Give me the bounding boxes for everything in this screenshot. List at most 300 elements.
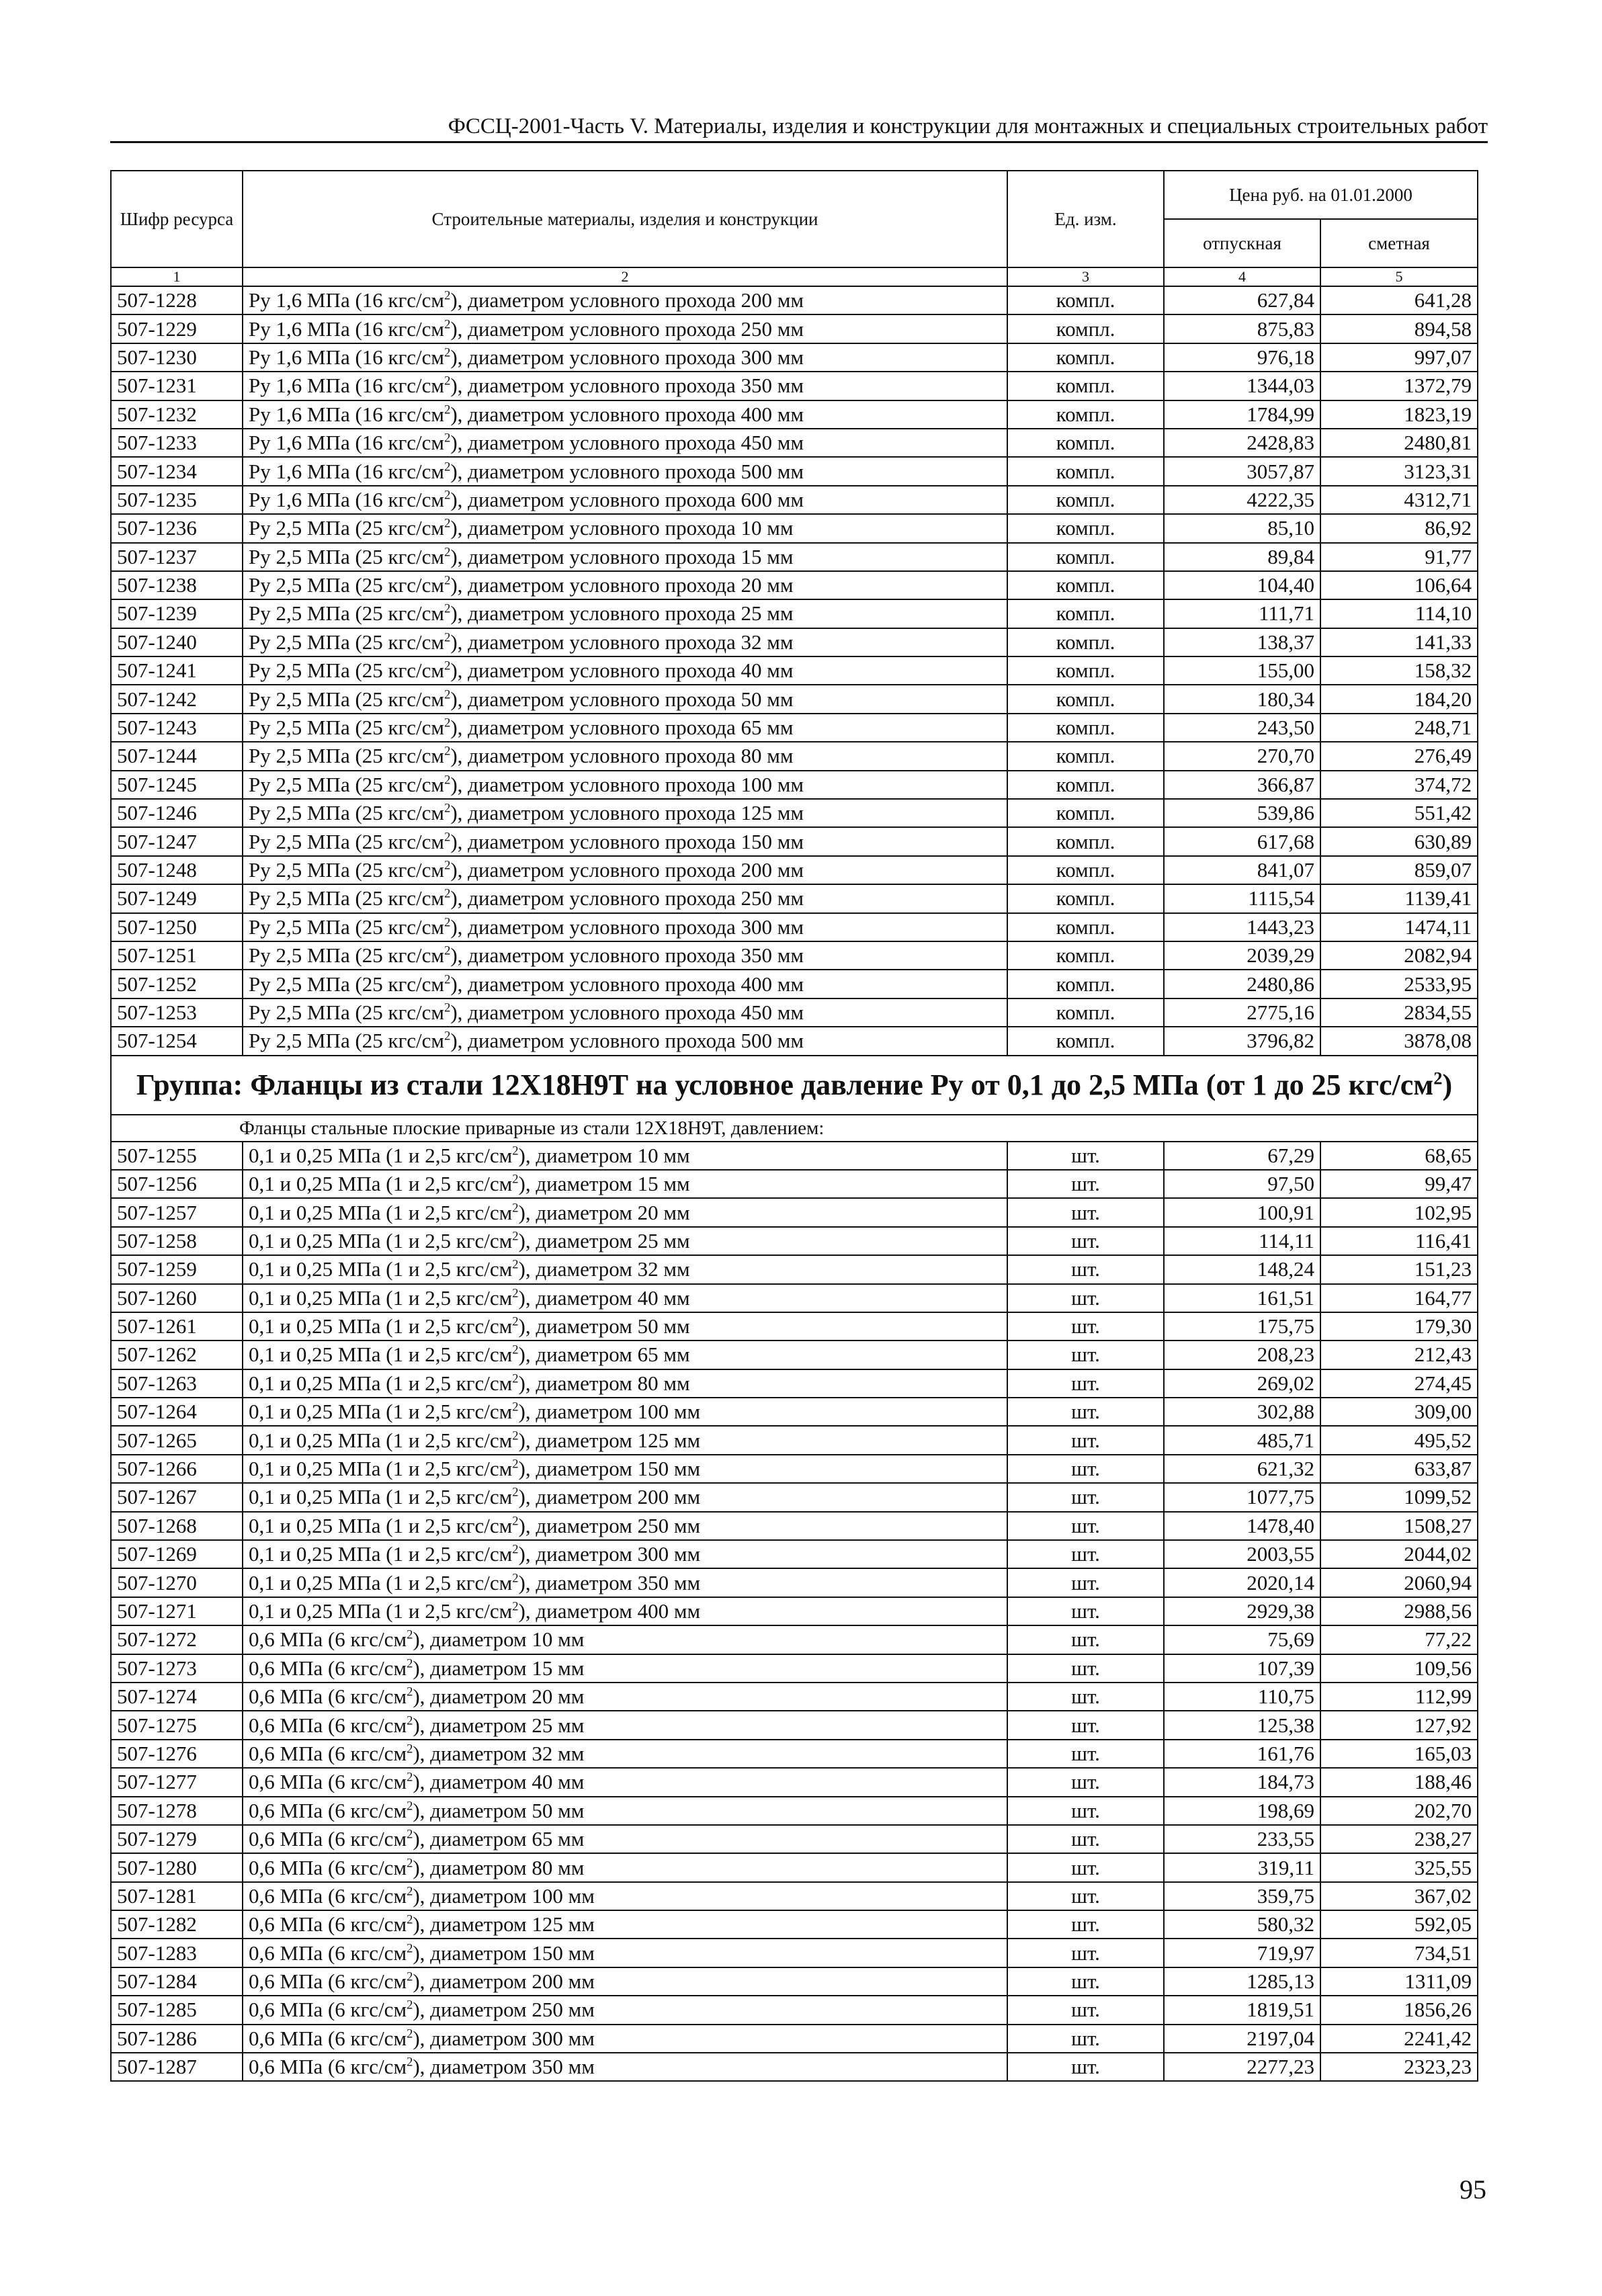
item-description (243, 1540, 1007, 1568)
estimate-price: 630,89 (1320, 827, 1478, 855)
description-tail: ), диаметром 50 мм (518, 1314, 690, 1338)
estimate-price: 2323,23 (1320, 2053, 1478, 2081)
description-tail: ), диаметром 80 мм (413, 1855, 585, 1879)
table-row (111, 571, 1478, 599)
description-tail: ), диаметром 250 мм (413, 1998, 595, 2022)
unit-of-measure: компл. (1007, 1027, 1164, 1055)
release-price: 107,39 (1164, 1654, 1320, 1683)
release-price: 580,32 (1164, 1910, 1320, 1939)
item-description (243, 314, 1007, 343)
description-text: Ру 2,5 МПа (25 кгс/см (249, 886, 445, 910)
item-description (243, 1284, 1007, 1312)
release-price: 2929,38 (1164, 1597, 1320, 1625)
description-text: Ру 2,5 МПа (25 кгс/см (249, 716, 445, 740)
resource-code: 507-1264 (111, 1398, 243, 1426)
resource-code: 507-1275 (111, 1711, 243, 1739)
resource-code: 507-1236 (111, 514, 243, 542)
superscript: 2 (444, 716, 451, 730)
unit-of-measure: шт. (1007, 1654, 1164, 1683)
estimate-price: 859,07 (1320, 856, 1478, 884)
superscript: 2 (512, 1457, 519, 1472)
unit-of-measure: шт. (1007, 1142, 1164, 1170)
resource-code: 507-1258 (111, 1227, 243, 1255)
description-text: 0,6 МПа (6 кгс/см (249, 1627, 407, 1652)
description-tail: ), диаметром условного прохода 100 мм (450, 772, 804, 796)
item-description (243, 1142, 1007, 1170)
description-text: 0,1 и 0,25 МПа (1 и 2,5 кгс/см (249, 1257, 513, 1281)
superscript: 2 (512, 1599, 519, 1614)
estimate-price: 1474,11 (1320, 913, 1478, 941)
column-number: 1 (111, 267, 243, 286)
description-tail: ), диаметром 200 мм (518, 1485, 701, 1509)
description-text: Ру 1,6 МПа (16 кгс/см (249, 316, 445, 341)
column-number: 2 (243, 267, 1007, 286)
description-tail: ), диаметром условного прохода 80 мм (450, 744, 794, 768)
table-row (111, 714, 1478, 742)
unit-of-measure: компл. (1007, 457, 1164, 485)
superscript: 2 (512, 1343, 519, 1358)
resource-code: 507-1283 (111, 1939, 243, 1967)
release-price: 269,02 (1164, 1369, 1320, 1398)
item-description (243, 1768, 1007, 1796)
item-description (243, 286, 1007, 314)
unit-of-measure: шт. (1007, 1568, 1164, 1597)
group-heading (111, 1056, 1478, 1115)
description-tail: ), диаметром условного прохода 450 мм (450, 431, 804, 455)
description-tail: ), диаметром 80 мм (518, 1371, 690, 1395)
resource-code: 507-1281 (111, 1882, 243, 1910)
superscript: 2 (407, 1742, 413, 1756)
description-tail: ), диаметром условного прохода 350 мм (450, 943, 804, 968)
table-row (111, 372, 1478, 400)
description-tail: ), диаметром условного прохода 15 мм (450, 544, 794, 568)
release-price: 359,75 (1164, 1882, 1320, 1910)
item-description (243, 1312, 1007, 1341)
estimate-price: 2082,94 (1320, 941, 1478, 970)
superscript: 2 (512, 1144, 519, 1158)
superscript: 2 (444, 288, 451, 303)
description-text: 0,1 и 0,25 МПа (1 и 2,5 кгс/см (249, 1172, 513, 1196)
table-row (111, 941, 1478, 970)
estimate-price: 309,00 (1320, 1398, 1478, 1426)
description-text: 0,6 МПа (6 кгс/см (249, 2055, 407, 2079)
release-price: 539,86 (1164, 799, 1320, 827)
description-text: Ру 2,5 МПа (25 кгс/см (249, 915, 445, 939)
item-description (243, 827, 1007, 855)
resource-code: 507-1263 (111, 1369, 243, 1398)
release-price: 1478,40 (1164, 1512, 1320, 1540)
column-header-estimate-price: сметная (1320, 219, 1478, 267)
description-text: Ру 1,6 МПа (16 кгс/см (249, 431, 445, 455)
unit-of-measure: компл. (1007, 998, 1164, 1027)
description-tail: ), диаметром условного прохода 32 мм (450, 630, 794, 654)
resource-code: 507-1243 (111, 714, 243, 742)
item-description (243, 1996, 1007, 2024)
estimate-price: 274,45 (1320, 1369, 1478, 1398)
superscript: 2 (407, 1969, 413, 1984)
unit-of-measure: шт. (1007, 1996, 1164, 2024)
estimate-price: 1856,26 (1320, 1996, 1478, 2024)
unit-of-measure: компл. (1007, 571, 1164, 599)
description-text: 0,1 и 0,25 МПа (1 и 2,5 кгс/см (249, 1343, 513, 1367)
table-row (111, 1227, 1478, 1255)
superscript: 2 (444, 687, 451, 702)
table-row (111, 1312, 1478, 1341)
superscript: 2 (444, 630, 451, 645)
release-price: 2775,16 (1164, 998, 1320, 1027)
table-row (111, 884, 1478, 912)
description-tail: ), диаметром 250 мм (518, 1513, 701, 1537)
superscript: 2 (512, 1514, 519, 1529)
resource-code: 507-1279 (111, 1825, 243, 1853)
table-row (111, 1398, 1478, 1426)
resource-code: 507-1248 (111, 856, 243, 884)
item-description (243, 856, 1007, 884)
item-description (243, 1341, 1007, 1369)
description-text: 0,1 и 0,25 МПа (1 и 2,5 кгс/см (249, 1285, 513, 1310)
resource-code: 507-1241 (111, 656, 243, 685)
estimate-price: 641,28 (1320, 286, 1478, 314)
resource-code: 507-1284 (111, 1967, 243, 1996)
description-tail: ), диаметром 10 мм (413, 1627, 585, 1652)
description-tail: ), диаметром 15 мм (518, 1172, 690, 1196)
item-description (243, 372, 1007, 400)
estimate-price: 127,92 (1320, 1711, 1478, 1739)
resource-code: 507-1247 (111, 827, 243, 855)
group-heading-tail: ) (1442, 1068, 1453, 1101)
table-row (111, 429, 1478, 457)
table-row (111, 599, 1478, 628)
superscript: 2 (444, 602, 451, 617)
estimate-price: 2060,94 (1320, 1568, 1478, 1597)
item-description (243, 457, 1007, 485)
release-price: 138,37 (1164, 628, 1320, 656)
estimate-price: 894,58 (1320, 314, 1478, 343)
estimate-price: 4312,71 (1320, 486, 1478, 514)
unit-of-measure: шт. (1007, 1768, 1164, 1796)
unit-of-measure: шт. (1007, 1882, 1164, 1910)
table-row (111, 1768, 1478, 1796)
table-row (111, 314, 1478, 343)
resource-code: 507-1235 (111, 486, 243, 514)
estimate-price: 374,72 (1320, 771, 1478, 799)
unit-of-measure: компл. (1007, 856, 1164, 884)
release-price: 89,84 (1164, 543, 1320, 571)
item-description (243, 543, 1007, 571)
superscript: 2 (444, 887, 451, 902)
column-header-release-price: отпускная (1164, 219, 1320, 267)
unit-of-measure: шт. (1007, 1227, 1164, 1255)
table-row (111, 1711, 1478, 1739)
item-description (243, 400, 1007, 429)
description-text: 0,6 МПа (6 кгс/см (249, 1685, 407, 1709)
description-tail: ), диаметром 25 мм (518, 1228, 690, 1252)
item-description (243, 998, 1007, 1027)
item-description (243, 429, 1007, 457)
estimate-price: 112,99 (1320, 1683, 1478, 1711)
description-text: Ру 2,5 МПа (25 кгс/см (249, 744, 445, 768)
estimate-price: 158,32 (1320, 656, 1478, 685)
release-price: 1819,51 (1164, 1996, 1320, 2024)
description-tail: ), диаметром условного прохода 300 мм (450, 345, 804, 369)
release-price: 155,00 (1164, 656, 1320, 685)
estimate-price: 165,03 (1320, 1740, 1478, 1768)
resource-code: 507-1260 (111, 1284, 243, 1312)
description-tail: ), диаметром условного прохода 200 мм (450, 858, 804, 882)
table-row (111, 2025, 1478, 2053)
description-text: 0,6 МПа (6 кгс/см (249, 1855, 407, 1879)
item-description (243, 1882, 1007, 1910)
description-text: 0,1 и 0,25 МПа (1 и 2,5 кгс/см (249, 1200, 513, 1224)
description-tail: ), диаметром 15 мм (413, 1656, 585, 1680)
superscript: 2 (512, 1571, 519, 1586)
description-tail: ), диаметром 40 мм (518, 1285, 690, 1310)
description-tail: ), диаметром условного прохода 500 мм (450, 1029, 804, 1053)
estimate-price: 1099,52 (1320, 1483, 1478, 1511)
release-price: 161,76 (1164, 1740, 1320, 1768)
table-row (111, 1853, 1478, 1881)
estimate-price: 2834,55 (1320, 998, 1478, 1027)
estimate-price: 114,10 (1320, 599, 1478, 628)
description-text: 0,6 МПа (6 кгс/см (249, 1883, 407, 1908)
estimate-price: 633,87 (1320, 1455, 1478, 1483)
estimate-price: 179,30 (1320, 1312, 1478, 1341)
description-text: 0,6 МПа (6 кгс/см (249, 1969, 407, 1994)
description-tail: ), диаметром условного прохода 40 мм (450, 658, 794, 683)
unit-of-measure: компл. (1007, 714, 1164, 742)
estimate-price: 3878,08 (1320, 1027, 1478, 1055)
superscript: 2 (444, 516, 451, 531)
resource-code: 507-1267 (111, 1483, 243, 1511)
superscript: 2 (444, 345, 451, 360)
unit-of-measure: компл. (1007, 314, 1164, 343)
estimate-price: 102,95 (1320, 1198, 1478, 1226)
release-price: 617,68 (1164, 827, 1320, 855)
release-price: 184,73 (1164, 1768, 1320, 1796)
superscript: 2 (512, 1314, 519, 1329)
resource-code: 507-1255 (111, 1142, 243, 1170)
description-tail: ), диаметром условного прохода 10 мм (450, 516, 794, 540)
item-description (243, 1198, 1007, 1226)
estimate-price: 77,22 (1320, 1625, 1478, 1654)
item-description (243, 1369, 1007, 1398)
description-tail: ), диаметром 20 мм (518, 1200, 690, 1224)
unit-of-measure: шт. (1007, 1198, 1164, 1226)
table-row (111, 1341, 1478, 1369)
resource-code: 507-1249 (111, 884, 243, 912)
table-row (111, 1483, 1478, 1511)
release-price: 1344,03 (1164, 372, 1320, 400)
estimate-price: 997,07 (1320, 343, 1478, 372)
estimate-price: 2044,02 (1320, 1540, 1478, 1568)
column-number: 5 (1320, 267, 1478, 286)
description-tail: ), диаметром 100 мм (413, 1883, 595, 1908)
unit-of-measure: шт. (1007, 1284, 1164, 1312)
release-price: 175,75 (1164, 1312, 1320, 1341)
item-description (243, 771, 1007, 799)
estimate-price: 212,43 (1320, 1341, 1478, 1369)
release-price: 2039,29 (1164, 941, 1320, 970)
unit-of-measure: компл. (1007, 429, 1164, 457)
superscript: 2 (407, 1827, 413, 1842)
resource-code: 507-1234 (111, 457, 243, 485)
resource-code: 507-1257 (111, 1198, 243, 1226)
resource-code: 507-1274 (111, 1683, 243, 1711)
description-text: 0,6 МПа (6 кгс/см (249, 1798, 407, 1822)
resource-code: 507-1230 (111, 343, 243, 372)
item-description (243, 1227, 1007, 1255)
unit-of-measure: шт. (1007, 1540, 1164, 1568)
description-text: Ру 2,5 МПа (25 кгс/см (249, 601, 445, 626)
release-price: 627,84 (1164, 286, 1320, 314)
superscript: 2 (444, 317, 451, 332)
description-tail: ), диаметром 150 мм (518, 1457, 701, 1481)
table-row (111, 486, 1478, 514)
table-row (111, 2053, 1478, 2081)
column-header-price: Цена руб. на 01.01.2000 (1164, 171, 1478, 219)
superscript: 2 (444, 374, 451, 389)
estimate-price: 1823,19 (1320, 400, 1478, 429)
description-tail: ), диаметром 400 мм (518, 1599, 701, 1623)
description-tail: ), диаметром 200 мм (413, 1969, 595, 1994)
superscript: 2 (407, 1884, 413, 1899)
item-description (243, 1483, 1007, 1511)
unit-of-measure: шт. (1007, 2025, 1164, 2053)
superscript: 2 (407, 1998, 413, 2013)
table-row (111, 1568, 1478, 1597)
release-price: 85,10 (1164, 514, 1320, 542)
unit-of-measure: шт. (1007, 1369, 1164, 1398)
description-tail: ), диаметром условного прохода 400 мм (450, 402, 804, 426)
description-tail: ), диаметром 350 мм (518, 1570, 701, 1595)
release-price: 2428,83 (1164, 429, 1320, 457)
description-tail: ), диаметром 32 мм (413, 1741, 585, 1765)
release-price: 208,23 (1164, 1341, 1320, 1369)
table-row (111, 799, 1478, 827)
table-row (111, 913, 1478, 941)
resource-code: 507-1231 (111, 372, 243, 400)
table-row (111, 1142, 1478, 1170)
release-price: 2277,23 (1164, 2053, 1320, 2081)
estimate-price: 2480,81 (1320, 429, 1478, 457)
description-text: Ру 2,5 МПа (25 кгс/см (249, 573, 445, 597)
description-text: Ру 2,5 МПа (25 кгс/см (249, 544, 445, 568)
release-price: 110,75 (1164, 1683, 1320, 1711)
estimate-price: 2241,42 (1320, 2025, 1478, 2053)
release-price: 841,07 (1164, 856, 1320, 884)
price-table (110, 170, 1478, 2082)
table-row (111, 1797, 1478, 1825)
item-description (243, 486, 1007, 514)
table-row (111, 543, 1478, 571)
table-row (111, 1939, 1478, 1967)
description-text: 0,6 МПа (6 кгс/см (249, 1912, 407, 1937)
release-price: 485,71 (1164, 1426, 1320, 1454)
unit-of-measure: компл. (1007, 628, 1164, 656)
description-text: Ру 1,6 МПа (16 кгс/см (249, 345, 445, 369)
superscript: 2 (444, 658, 451, 673)
release-price: 1443,23 (1164, 913, 1320, 941)
description-text: Ру 2,5 МПа (25 кгс/см (249, 972, 445, 996)
estimate-price: 1139,41 (1320, 884, 1478, 912)
resource-code: 507-1244 (111, 742, 243, 770)
superscript: 2 (512, 1429, 519, 1443)
table-row (111, 1910, 1478, 1939)
description-text: Ру 2,5 МПа (25 кгс/см (249, 829, 445, 853)
item-description (243, 628, 1007, 656)
estimate-price: 86,92 (1320, 514, 1478, 542)
column-header-unit: Ед. изм. (1007, 171, 1164, 267)
superscript: 2 (444, 1029, 451, 1044)
unit-of-measure: компл. (1007, 970, 1164, 998)
description-tail: ), диаметром 40 мм (413, 1770, 585, 1794)
table-row (111, 1625, 1478, 1654)
description-text: 0,6 МПа (6 кгс/см (249, 1770, 407, 1794)
superscript: 2 (407, 2027, 413, 2041)
column-number: 3 (1007, 267, 1164, 286)
unit-of-measure: шт. (1007, 1312, 1164, 1341)
resource-code: 507-1256 (111, 1170, 243, 1198)
resource-code: 507-1286 (111, 2025, 243, 2053)
column-header-code: Шифр ресурса (111, 171, 243, 267)
release-price: 719,97 (1164, 1939, 1320, 1967)
resource-code: 507-1228 (111, 286, 243, 314)
description-text: 0,1 и 0,25 МПа (1 и 2,5 кгс/см (249, 1485, 513, 1509)
unit-of-measure: компл. (1007, 343, 1164, 372)
description-tail: ), диаметром 10 мм (518, 1143, 690, 1167)
description-text: 0,1 и 0,25 МПа (1 и 2,5 кгс/см (249, 1400, 513, 1424)
superscript: 2 (444, 488, 451, 503)
description-text: 0,1 и 0,25 МПа (1 и 2,5 кгс/см (249, 1542, 513, 1566)
description-tail: ), диаметром условного прохода 50 мм (450, 687, 794, 711)
superscript: 2 (407, 1628, 413, 1643)
estimate-price: 592,05 (1320, 1910, 1478, 1939)
table-row (111, 1455, 1478, 1483)
release-price: 97,50 (1164, 1170, 1320, 1198)
description-text: 0,6 МПа (6 кгс/см (249, 1741, 407, 1765)
description-text: 0,1 и 0,25 МПа (1 и 2,5 кгс/см (249, 1457, 513, 1481)
estimate-price: 551,42 (1320, 799, 1478, 827)
item-description (243, 1426, 1007, 1454)
superscript: 2 (407, 1912, 413, 1927)
unit-of-measure: шт. (1007, 1170, 1164, 1198)
description-tail: ), диаметром условного прохода 400 мм (450, 972, 804, 996)
release-price: 243,50 (1164, 714, 1320, 742)
release-price: 180,34 (1164, 685, 1320, 713)
item-description (243, 1825, 1007, 1853)
resource-code: 507-1268 (111, 1512, 243, 1540)
resource-code: 507-1238 (111, 571, 243, 599)
resource-code: 507-1245 (111, 771, 243, 799)
subgroup-heading: Фланцы стальные плоские приварные из стали 12Х18Н9Т, давлением: (111, 1115, 1478, 1142)
release-price: 161,51 (1164, 1284, 1320, 1312)
superscript: 2 (407, 1856, 413, 1871)
description-text: 0,6 МПа (6 кгс/см (249, 1941, 407, 1965)
description-tail: ), диаметром 100 мм (518, 1400, 701, 1424)
release-price: 366,87 (1164, 771, 1320, 799)
unit-of-measure: шт. (1007, 1483, 1164, 1511)
table-row (111, 1740, 1478, 1768)
estimate-price: 116,41 (1320, 1227, 1478, 1255)
estimate-price: 109,56 (1320, 1654, 1478, 1683)
description-text: 0,6 МПа (6 кгс/см (249, 1713, 407, 1737)
release-price: 2480,86 (1164, 970, 1320, 998)
item-description (243, 343, 1007, 372)
description-text: Ру 2,5 МПа (25 кгс/см (249, 658, 445, 683)
resource-code: 507-1251 (111, 941, 243, 970)
description-text: Ру 2,5 МПа (25 кгс/см (249, 801, 445, 825)
description-text: Ру 1,6 МПа (16 кгс/см (249, 374, 445, 398)
